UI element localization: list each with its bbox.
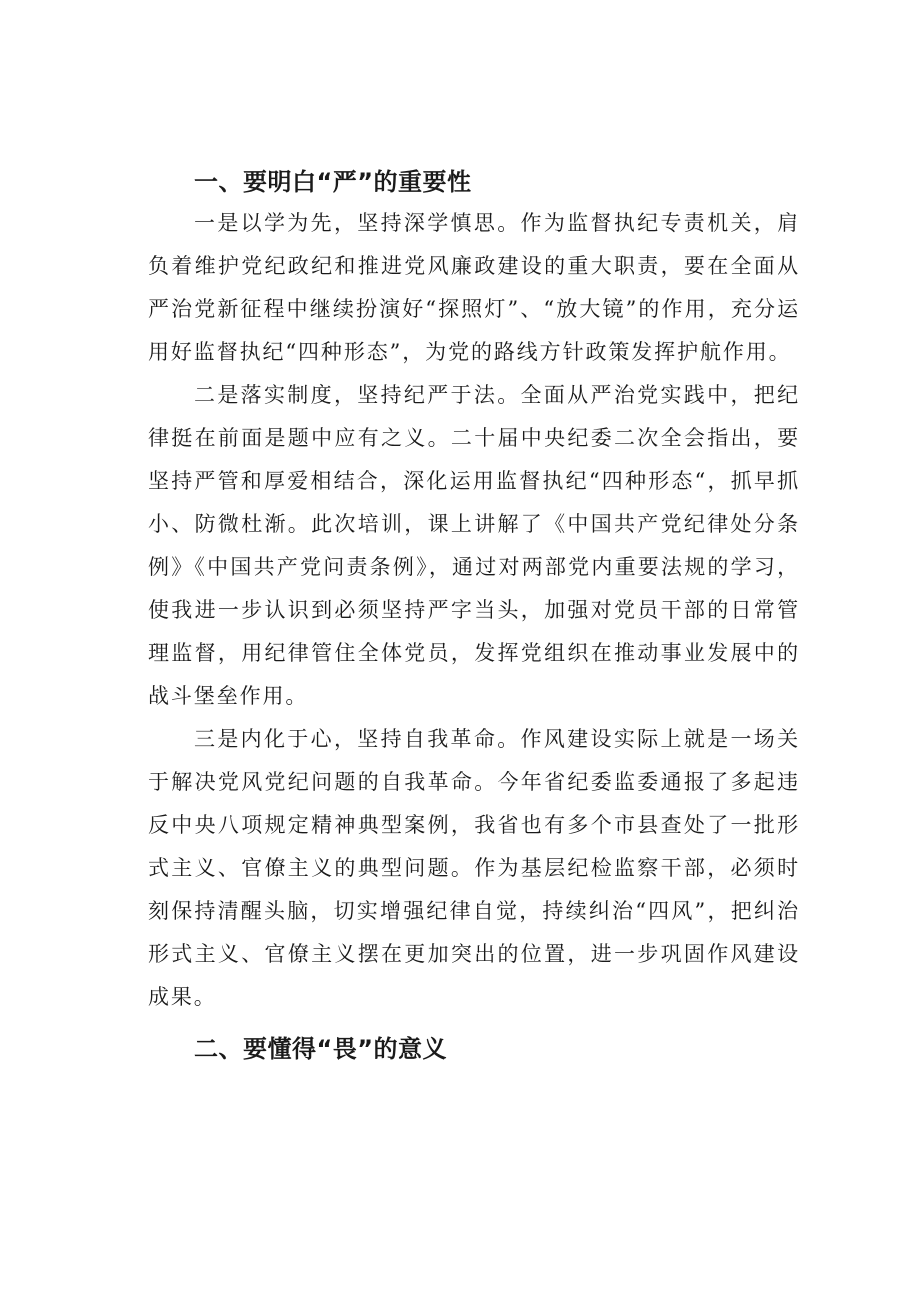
paragraph-1: 一是以学为先，坚持深学慎思。作为监督执纪专责机关，肩负着维护党纪政纪和推进党风廉政建设的重大职责，要在全面从严治党新征程中继续扮演好“探照灯”、“放大镜”的作用，充分运用好监督执纪“四种形态”，为党的路线方针政策发挥护航作用。 (148, 211, 800, 364)
paragraph-2: 二是落实制度，坚持纪严于法。全面从严治党实践中，把纪律挺在前面是题中应有之义。二十届中央纪委二次全会指出，要坚持严管和厚爱相结合，深化运用监督执纪“四种形态“，抓早抓小、防微杜渐。此次培训，课上讲解了《中国共产党纪律处分条例》《中国共产党问责条例》，通过对两部党内重要法规的学习，使我进一步认识到必须坚持严字当头，加强对党员干部的日常管理监督，用纪律管住全体党员，发挥党组织在推动事业发展中的战斗堡垒作用。 (148, 383, 800, 708)
section-heading-1: 一、要明白“严”的重要性 (194, 168, 472, 196)
section-heading-2: 二、要懂得“畏”的意义 (194, 1035, 448, 1063)
paragraph-3: 三是内化于心，坚持自我革命。作风建设实际上就是一场关于解决党风党纪问题的自我革命。今年省纪委监委通报了多起违反中央八项规定精神典型案例，我省也有多个市县查处了一批形式主义、官僚主义的典型问题。作为基层纪检监察干部，必须时刻保持清醒头脑，切实增强纪律自觉，持续纠治“四风”，把纠治形式主义、官僚主义摆在更加突出的位置，进一步巩固作风建设成果。 (148, 727, 800, 1009)
document-body (148, 162, 800, 1069)
